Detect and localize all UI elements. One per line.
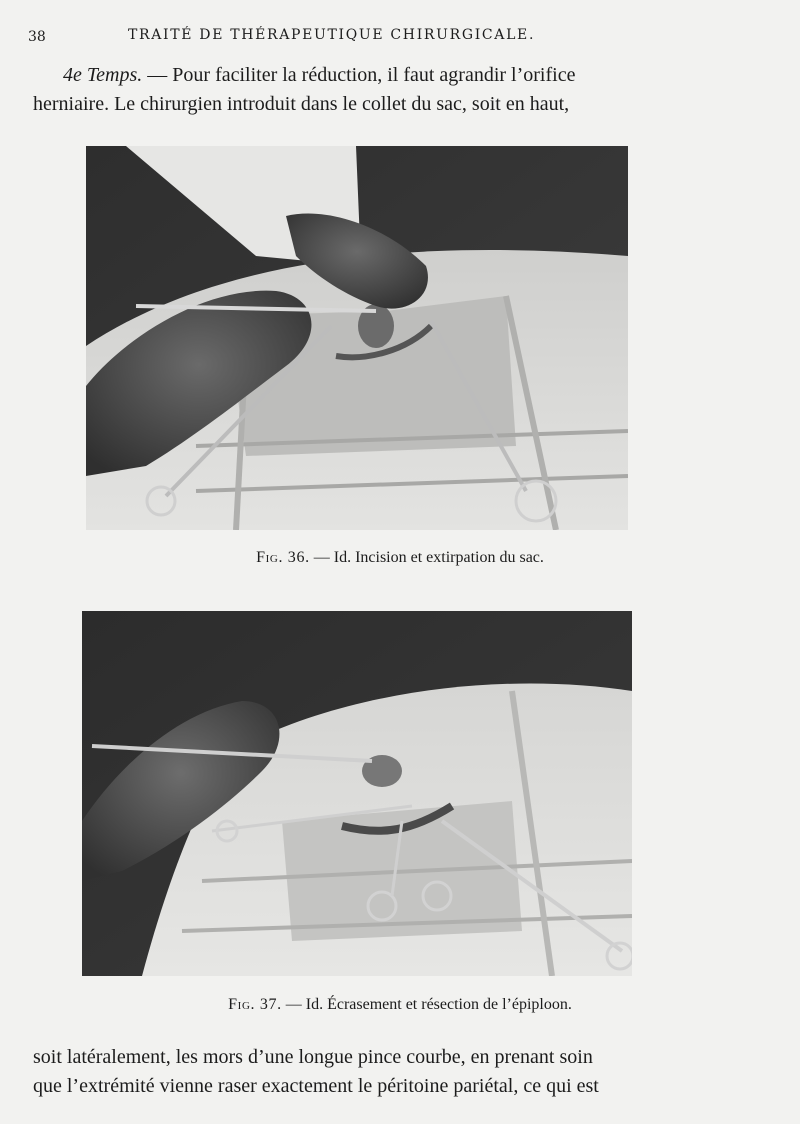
figure-36-caption-text: — Id. Incision et extirpation du sac. bbox=[313, 549, 544, 566]
surgery-photo-illustration-2 bbox=[82, 611, 632, 976]
surgery-photo-illustration bbox=[86, 146, 628, 530]
paragraph-bottom bbox=[33, 1043, 693, 1101]
figure-36-label: Fig. 36. bbox=[256, 549, 310, 566]
page-number: 38 bbox=[28, 29, 46, 45]
step-label: 4e Temps. bbox=[63, 64, 143, 86]
figure-36-photo bbox=[86, 146, 628, 530]
running-title: TRAITÉ DE THÉRAPEUTIQUE CHIRURGICALE. bbox=[128, 27, 536, 43]
page-header bbox=[28, 24, 772, 48]
figure-36-caption bbox=[0, 549, 800, 567]
paragraph-top bbox=[33, 61, 693, 119]
paragraph-top-line-1-text: — Pour faciliter la réduction, il faut agrandir l’orifice bbox=[147, 64, 576, 86]
figure-37-photo bbox=[82, 611, 632, 976]
paragraph-top-line-1 bbox=[33, 61, 693, 90]
figure-37-caption-text: — Id. Écrasement et résection de l’épiploon. bbox=[285, 996, 572, 1013]
paragraph-bottom-line-1: soit latéralement, les mors d’une longue pince courbe, en prenant soin bbox=[33, 1046, 593, 1068]
paragraph-bottom-line-2: que l’extrémité vienne raser exactement le péritoine pariétal, ce qui est bbox=[33, 1075, 599, 1097]
figure-37-label: Fig. 37. bbox=[228, 996, 282, 1013]
paragraph-top-line-2: herniaire. Le chirurgien introduit dans le collet du sac, soit en haut, bbox=[33, 93, 570, 115]
figure-37-caption bbox=[0, 996, 800, 1014]
